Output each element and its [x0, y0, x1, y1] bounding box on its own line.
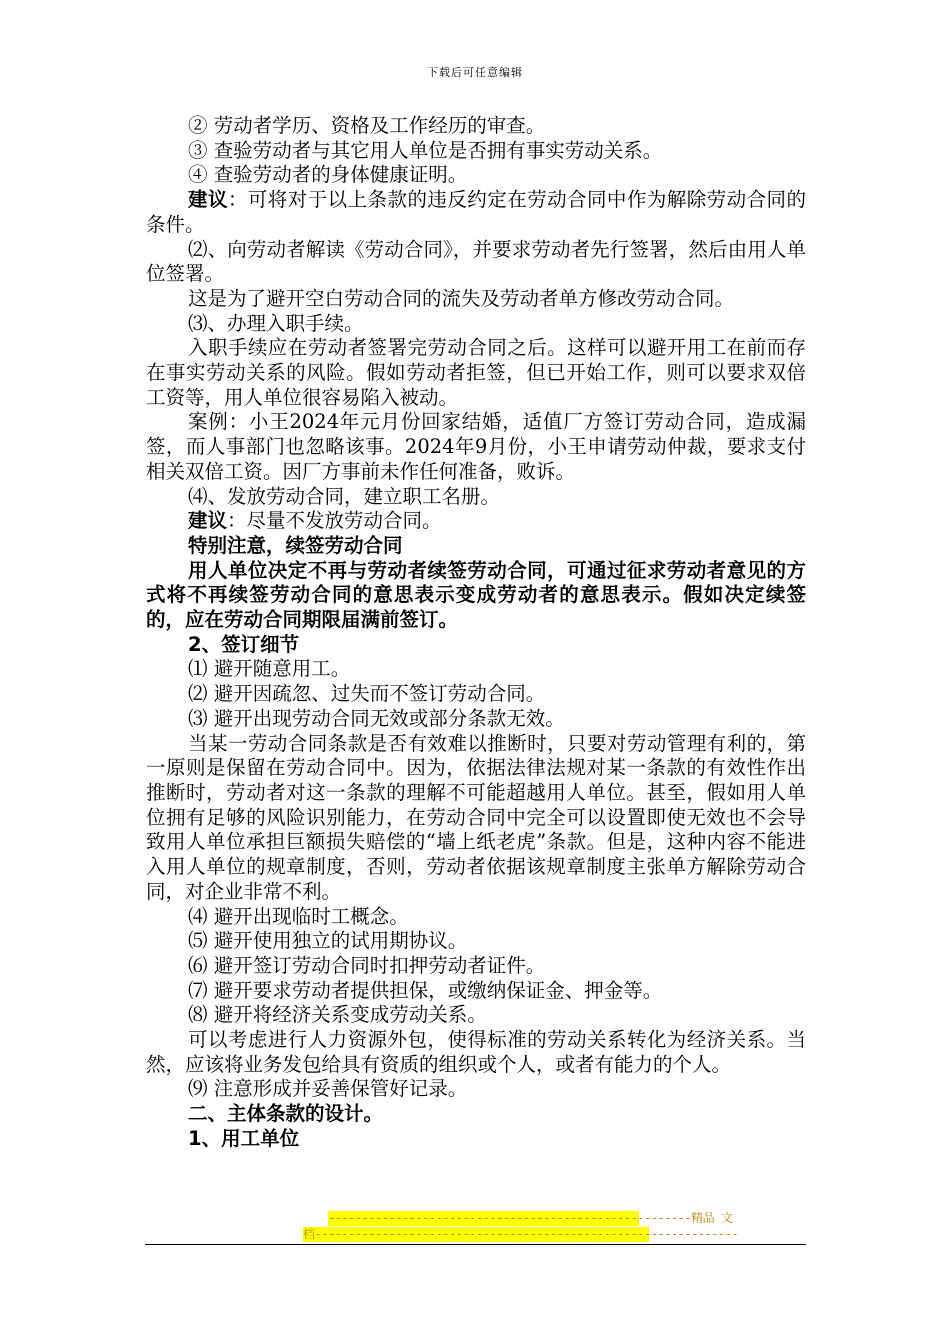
paragraph-text: ⑻ 避开将经济关系变成劳动关系。	[188, 1003, 487, 1027]
footer-band-line-2: 档---------------------------------------------------------------	[303, 1227, 739, 1241]
paragraph-text: ⑺ 避开要求劳动者提供担保，或缴纳保证金、押金等。	[188, 978, 663, 1002]
list-item-3	[146, 707, 806, 732]
heading-text: 特别注意，续签劳动合同	[188, 533, 403, 557]
paragraph-text: ⑹ 避开签订劳动合同时扣押劳动者证件。	[188, 953, 546, 977]
paragraph-text: ⑼ 注意形成并妥善保管好记录。	[188, 1077, 468, 1101]
heading-signing-details	[146, 633, 806, 658]
paragraph-text: ⑵ 避开因疏忽、过失而不签订劳动合同。	[188, 682, 546, 706]
heading-employer	[146, 1127, 806, 1152]
heading-text: 2、签订细节	[188, 632, 300, 656]
suggestion-label: 建议	[188, 509, 228, 533]
footer-band-line-1: ------------------------------------------------------精品 文	[328, 1211, 733, 1225]
paragraph-text: 入职手续应在劳动者签署完劳动合同之后。这样可以避开用工在前而存在事实劳动关系的风险。假如劳动者拒签，但已开始工作，则可以要求双倍工资等，用人单位很容易陷入被动。	[146, 336, 806, 409]
list-item-1	[146, 657, 806, 682]
list-item-9	[146, 1077, 806, 1102]
paragraph-case	[146, 410, 806, 484]
heading-text: 二、主体条款的设计。	[188, 1102, 384, 1126]
paragraph-step-4	[146, 485, 806, 510]
paragraph-item-4-health-proof	[146, 163, 806, 188]
paragraph-text: 可以考虑进行人力资源外包，使得标准的劳动关系转化为经济关系。当然，应该将业务发包给具有资质的组织或个人，或者有能力的个人。	[146, 1028, 806, 1076]
paragraph-text: ：可将对于以上条款的违反约定在劳动合同中作为解除劳动合同的条件。	[146, 188, 806, 236]
list-item-5	[146, 929, 806, 954]
list-item-6	[146, 954, 806, 979]
list-item-4	[146, 905, 806, 930]
heading-renewal-note	[146, 534, 806, 559]
heading-main-clauses	[146, 1102, 806, 1127]
list-item-8	[146, 1003, 806, 1028]
paragraph-text: ⑷、发放劳动合同，建立职工名册。	[188, 484, 501, 508]
list-item-7	[146, 979, 806, 1004]
paragraph-text: ⑶、办理入职手续。	[188, 311, 364, 335]
paragraph-item-3-verify-relations	[146, 139, 806, 164]
paragraph-text: ⑶ 避开出现劳动合同无效或部分条款无效。	[188, 706, 565, 730]
paragraph-onboarding	[146, 336, 806, 410]
paragraph-text: ⑷ 避开出现临时工概念。	[188, 904, 409, 928]
paragraph-text: ⑴ 避开随意用工。	[188, 657, 351, 681]
paragraph-renewal-bold	[146, 559, 806, 633]
paragraph-purpose	[146, 287, 806, 312]
paragraph-text: ⑸ 避开使用独立的试用期协议。	[188, 929, 468, 953]
paragraph-step-3	[146, 312, 806, 337]
document-body	[146, 114, 806, 1152]
paragraph-text: ③ 查验劳动者与其它用人单位是否拥有事实劳动关系。	[188, 138, 663, 162]
paragraph-outsourcing	[146, 1028, 806, 1077]
page-header: 下载后可任意编辑	[427, 66, 523, 79]
paragraph-step-2	[146, 238, 806, 287]
paragraph-text: ② 劳动者学历、资格及工作经历的审查。	[188, 114, 546, 137]
heading-text: 1、用工单位	[188, 1126, 300, 1150]
paragraph-suggestion-1	[146, 188, 806, 237]
paragraph-text: 这是为了避开空白劳动合同的流失及劳动者单方修改劳动合同。	[188, 286, 735, 310]
suggestion-label: 建议	[188, 188, 228, 212]
paragraph-validity	[146, 732, 806, 905]
paragraph-text: ⑵、向劳动者解读《劳动合同》，并要求劳动者先行签署，然后由用人单位签署。	[146, 237, 806, 286]
paragraph-text: 用人单位决定不再与劳动者续签劳动合同，可通过征求劳动者意见的方式将不再续签劳动合同的意思表示变成劳动者的意思表示。假如决定续签的，应在劳动合同期限届满前签订。	[146, 558, 806, 632]
bottom-divider	[145, 1244, 806, 1245]
list-item-2	[146, 682, 806, 707]
paragraph-suggestion-2	[146, 509, 806, 534]
paragraph-item-2-review	[146, 114, 806, 139]
paragraph-text: ④ 查验劳动者的身体健康证明。	[188, 163, 468, 187]
paragraph-text: 当某一劳动合同条款是否有效难以推断时，只要对劳动管理有利的，第一原则是保留在劳动合同中。因为，依据法律法规对某一条款的有效性作出推断时，劳动者对这一条款的理解不可能超越用人单位。甚至，假如用人单位拥有足够的风险识别能力，在劳动合同中完全可以设置即使无效也不会导致用人单位承担巨额损失赔偿的“墙上纸老虎”条款。但是，这种内容不能进入用人单位的规章制度，否则，劳动者依据该规章制度主张单方解除劳动合同，对企业非常不利。	[146, 731, 806, 903]
paragraph-text: ：尽量不发放劳动合同。	[227, 509, 442, 533]
paragraph-text: 案例：小王2024年元月份回家结婚，适值厂方签订劳动合同，造成漏签，而人事部门也忽略该事。2024年9月份，小王申请劳动仲裁，要求支付相关双倍工资。因厂方事前未作任何准备，败诉。	[146, 410, 806, 483]
